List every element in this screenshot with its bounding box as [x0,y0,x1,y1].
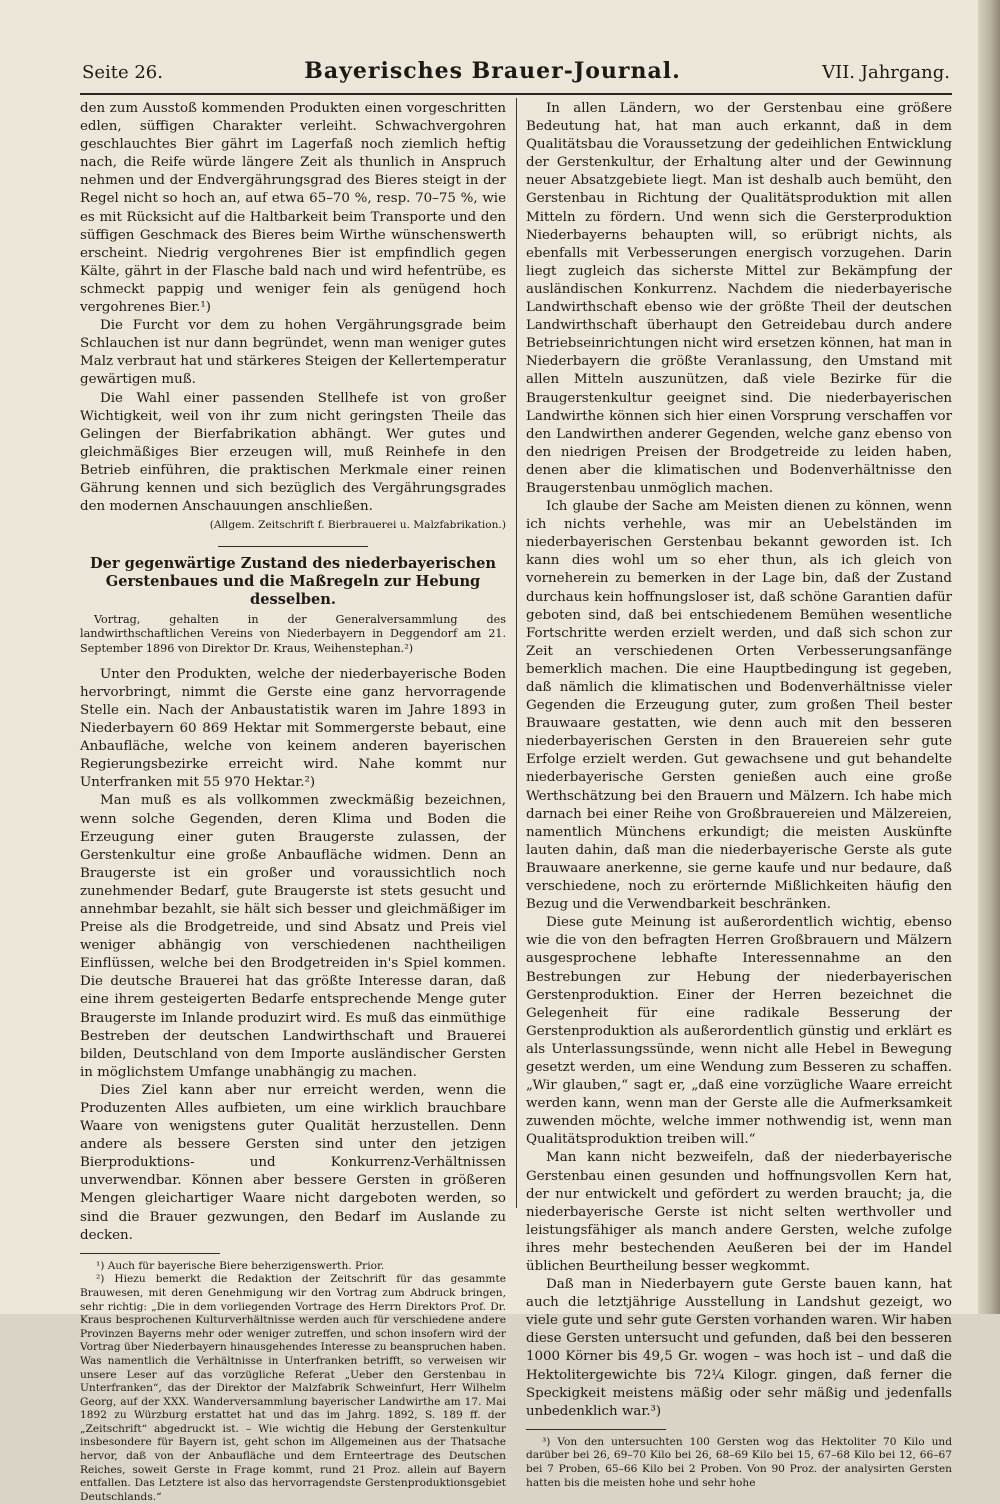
header-rule [80,93,952,95]
column-divider [516,98,517,1208]
page-header [82,58,950,88]
right-paragraph-2: Ich glaube der Sache am Meisten dienen zu können, wenn ich nichts verhehle, was mir an Uebelständen im niederbayerischen Gerstenbau bekannt geworden ist. Ich kann dies wohl um so eher thun, als ich gleich von vorneherein zu bemerken in der Lage bin, daß der Zustand durchaus kein hoffnungsloser ist, daß schöne Garantien dafür geboten sind, daß bei entschiedenem Bemühen wesentliche Fortschritte werden erzielt werden, und daß sich schon zur Zeit an verschiedenen Orten Verbesserungsanfänge bemerklich machen. Die eine Hauptbedingung ist gegeben, daß nämlich die klimatischen und Bodenverhältnisse vieler Gegenden die Erzeugung guter, zum großen Theil bester Brauwaare gestatten, wie denn auch mit den besseren niederbayerischen Gersten in den Brauereien sehr gute Erfolge erzielt werden. Gut gewachsene und gut behandelte niederbayerische Gersten genießen auch eine große Werthschätzung bei den Brauern und Mälzern. Ich habe mich darnach bei einer Reihe von Großbrauereien und Mälzereien, namentlich Münchens erkundigt; die meisten Auskünfte lauten dahin, daß man die niederbayerische Gerste als gute Brauwaare anerkenne, sie gerne kaufe und nur bedaure, daß verschiedene, noch zu erörternde Mißlichkeiten häufig den Bezug und die Verwendbarkeit beschränken. [526,499,952,913]
footnote-rule-right [526,1429,666,1430]
right-paragraph-5: Daß man in Niederbayern gute Gerste bauen kann, hat auch die letztjährige Ausstellung in Landshut gezeigt, wo viele gute und sehr gute Gersten vorhanden waren. Wir haben diese Gersten untersucht und gefunden, daß bei den besseren 1000 Körner bis 49,5 Gr. wogen – was hoch ist – und daß die Hektolitergewichte bis 72¼ Kilogr. gingen, daß ferner die Speckigkeit meistens mäßig oder sehr mäßig und jedenfalls unbedenklich war.³) [526,1277,952,1419]
footnote-2: ²) Hiezu bemerkt die Redaktion der Zeitschrift für das gesammte Brauwesen, mit deren Genehmigung wir den Vortrag zum Abdruck bringen, sehr richtig: „Die in dem vorliegenden Vortrage des Herrn Direktors Prof. Dr. Kraus besprochenen Kulturverhältnisse werden auch für verschiedene andere Provinzen Bayerns mehr oder weniger zutreffen, und schon insofern wird der Vortrag über Niederbayern hinausgehendes Interesse zu beanspruchen haben. Was namentlich die Verhältnisse in Unterfranken betrifft, so verweisen wir unsere Leser auf das vorzügliche Referat „Ueber den Gerstenbau in Unterfranken“, das der Direktor der Malzfabrik Schweinfurt, Herr Wilhelm Georg, auf der XXX. Wanderversammlung bayerischer Landwirthe am 17. Mai 1892 zu Würzburg erstattet hat und das im Jahrg. 1892, S. 189 ff. der „Zeitschrift“ abgedruckt ist. – Wie wichtig die Hebung der Gerstenkultur insbesondere für Bayern ist, geht schon im Allgemeinen aus der Thatsache hervor, daß von der Anbaufläche und dem Ernteertrage des Deutschen Reiches, soweit Gerste in Frage kommt, rund 21 Proz. allein auf Bayern entfallen. Das Letztere ist also das hervorragendste Gerstenproduktionsgebiet Deutschlands.“ [80,1273,506,1503]
left-paragraph-1: den zum Ausstoß kommenden Produkten einen vorgeschritten edlen, süffigen Charakter verleiht. Schwachvergohren geschlauchtes Bier gährt im Lagerfaß noch ziemlich heftig nach, die Reife würde längere Zeit als thunlich in Anspruch nehmen und der Endvergährungsgrad des Bieres steigt in der Regel nicht so hoch an, auf etwa 65–70 %, resp. 70–75 %, wie es mit Rücksicht auf die Haltbarkeit beim Transporte und den süffigen Geschmack des Bieres beim Wirthe wünschenswerth erscheint. Niedrig vergohrenes Bier ist empfindlich gegen Kälte, gährt in der Flasche bald nach und wird hefentrübe, es schmeckt pappig und weniger fein als genügend hoch vergohrenes Bier.¹) [80,101,506,316]
left-paragraph-4: Unter den Produkten, welche der niederbayerische Boden hervorbringt, nimmt die Gerste eine ganz hervorragende Stelle ein. Nach der Anbaustatistik waren im Jahre 1893 in Niederbayern 60 869 Hektar mit Sommergerste bebaut, eine Anbaufläche, welche von keinem anderen bayerischen Regierungsbezirke erreicht wird. Nahe kommt nur Unterfranken mit 55 970 Hektar.²) [80,666,506,791]
footnote-rule [80,1253,220,1254]
right-paragraph-3: Diese gute Meinung ist außerordentlich wichtig, ebenso wie die von den befragten Herren Großbrauern und Mälzern ausgesprochene lebhafte Interessennahme an den Bestrebungen zur Hebung der niederbayerischen Gerstenproduktion. Einer der Herren bezeichnet die Gelegenheit für eine radikale Besserung der Gerstenproduktion als außerordentlich günstig und erklärt es als Unterlassungssünde, wenn nicht alle Hebel in Bewegung gesetzt werden, um eine Wendung zum Besseren zu schaffen. „Wir glauben,“ sagt er, „daß eine vorzügliche Waare erreicht werden kann, wenn man der Gerste alle die Aufmerksamkeit zuwenden möchte, welche immer nothwendig ist, wenn man Qualitätsproduktion treiben will.“ [526,915,952,1148]
footnote-3: ³) Von den untersuchten 100 Gersten wog das Hektoliter 70 Kilo und darüber bei 26, 69–70 Kilo bei 26, 68–69 Kilo bei 15, 67–68 Kilo bei 12, 66–67 bei 7 Proben, 65–66 Kilo bei 2 Proben. Von 90 Proz. der analysirten Gersten hatten bis die meisten hohe und sehr hohe [526,1435,952,1489]
journal-title: Bayerisches Brauer-Journal. [304,58,681,84]
right-column [526,100,952,1489]
left-paragraph-5: Man muß es als vollkommen zweckmäßig bezeichnen, wenn solche Gegenden, deren Klima und Boden die Erzeugung einer guten Braugerste zulassen, der Gerstenkultur eine große Anbaufläche widmen. Denn an Braugerste ist ein großer und voraussichtlich noch zunehmender Bedarf, gute Braugerste ist stets gesucht und annehmbar bezahlt, sie hält sich besser und gleichmäßiger im Preise als die Brodgetreide, und sind Absatz und Preis viel weniger abhängig von verschiedenen nachtheiligen Einflüssen, welche bei den Brodgetreiden in's Spiel kommen. Die deutsche Brauerei hat das größte Interesse daran, daß eine ihrem gesteigerten Bedarfe entsprechende Menge guter Braugerste im Inlande produzirt wird. Es muß das einmüthige Bestreben der deutschen Landwirthschaft und Brauerei bilden, Deutschland von dem Importe ausländischer Gersten in möglichstem Umfange unabhängig zu machen. [80,793,506,1080]
article-title: Der gegenwärtige Zustand des niederbayerischen Gerstenbaues und die Maßregeln zur Hebung desselben. [89,555,497,609]
page-number: Seite 26. [82,62,163,83]
left-paragraph-3: Die Wahl einer passenden Stellhefe ist von großer Wichtigkeit, weil von ihr zum nicht geringsten Theile das Gelingen der Bierfabrikation abhängt. Wer gutes und gleichmäßiges Bier erzeugen will, muß Reinhefe in den Betrieb einführen, die praktischen Merkmale einer reinen Gährung kennen und sich bezüglich des Vergährungsgrades den modernen Anschauungen anschließen. [80,390,506,515]
page-binding-edge [978,0,1000,1314]
left-column [80,100,506,1503]
article-separator [218,546,368,547]
left-paragraph-2: Die Furcht vor dem zu hohen Vergährungsgrade beim Schlauchen ist nur dann begründet, wenn man weniger gutes Malz verbraut hat und stärkeres Steigen der Kellertemperatur gewärtigen muß. [80,318,506,388]
article-subtitle: Vortrag, gehalten in der Generalversammlung des landwirthschaftlichen Vereins von Niederbayern in Deggendorf am 21. September 1896 von Direktor Dr. Kraus, Weihenstephan.²) [80,613,506,655]
right-paragraph-4: Man kann nicht bezweifeln, daß der niederbayerische Gerstenbau einen gesunden und hoffnungsvollen Kern hat, der nur entwickelt und gefördert zu werden braucht; ja, die niederbayerische Gerste ist nicht selten werthvoller und leistungsfähiger als manch andere Gersten, welche zufolge ihres mehr bestechenden Aeußeren bei der im Handel üblichen Beurtheilung besser wegkommt. [526,1150,952,1274]
left-paragraph-6: Dies Ziel kann aber nur erreicht werden, wenn die Produzenten Alles aufbieten, um eine wirklich brauchbare Waare von wenigstens guter Qualität herzustellen. Denn andere als bessere Gersten sind unter den jetzigen Bierproduktions- und Konkurrenz-Verhältnissen unverwendbar. Können aber bessere Gersten in größeren Mengen gleichartiger Waare nicht dargeboten werden, so sind die Brauer gezwungen, den Bedarf im Auslande zu decken. [80,1082,506,1243]
source-citation: (Allgem. Zeitschrift f. Bierbrauerei u. Malzfabrikation.) [209,519,506,532]
right-paragraph-1: In allen Ländern, wo der Gerstenbau eine größere Bedeutung hat, hat man auch erkannt, daß in dem Qualitätsbau die Voraussetzung der gedeihlichen Entwicklung der Gerstenkultur, der Erhaltung alter und der Gewinnung neuer Absatzgebiete liegt. Man ist deshalb auch bemüht, den Gerstenbau in Richtung der Qualitätsproduktion mit allen Mitteln zu fördern. Und wenn sich die Gersterproduktion Niederbayerns behaupten will, so erübrigt nichts, als ebenfalls mit Verbesserungen energisch vorzugehen. Darin liegt zugleich das sicherste Mittel zur Bekämpfung der ausländischen Konkurrenz. Nachdem die niederbayerische Landwirthschaft ebenso wie der größte Theil der deutschen Landwirthschaft überhaupt den Getreidebau durch andere Betriebseinrichtungen nicht wird ersetzen können, hat man in Niederbayern die größte Veranlassung, den Umstand mit allen Mitteln auszunützen, daß viele Bezirke für die Braugerstenkultur geeignet sind. Die niederbayerischen Landwirthe können sich hier einen Vorsprung verschaffen vor den Landwirthen anderer Gegenden, welche ganz ebenso von den niedrigen Preisen der Brodgetreide zu leiden haben, denen aber die klimatischen und Bodenverhältnisse den Braugerstenbau unmöglich machen. [526,101,952,496]
footnote-1: ¹) Auch für bayerische Biere beherzigenswerth. Prior. [96,1259,385,1272]
volume-label: VII. Jahrgang. [822,62,950,83]
